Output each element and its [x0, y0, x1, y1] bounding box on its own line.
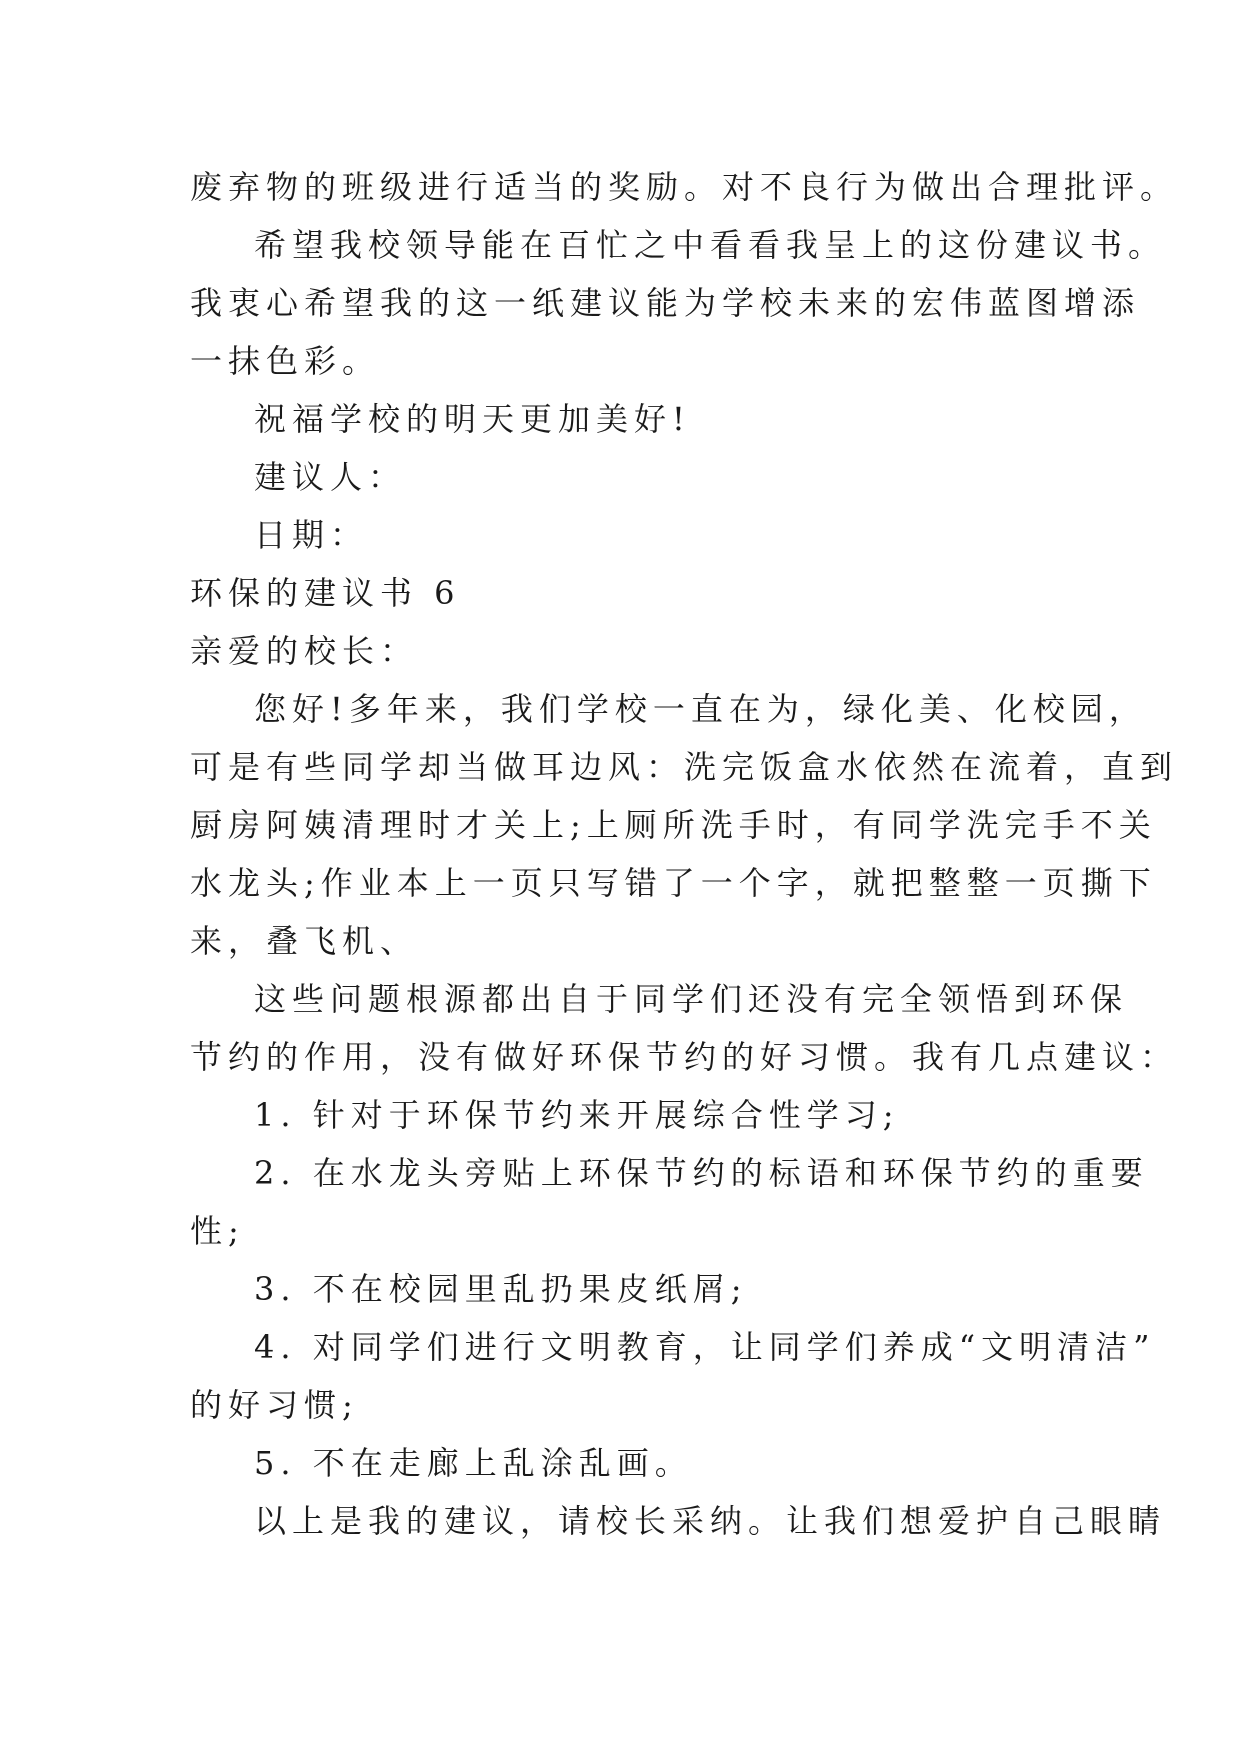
- text-line: 我衷心希望我的这一纸建议能为学校未来的宏伟蓝图增添: [190, 284, 1141, 322]
- text-line: 的好习惯;: [190, 1386, 359, 1424]
- text-line: 祝福学校的明天更加美好!: [254, 400, 691, 438]
- text-line: 水龙头;作业本上一页只写错了一个字，就把整整一页撕下: [190, 864, 1157, 902]
- document-body: [190, 158, 1179, 1550]
- salutation: 亲爱的校长：: [190, 632, 419, 670]
- signature-label: 建议人：: [254, 458, 407, 496]
- list-item: 4. 对同学们进行文明教育，让同学们养成“文明清洁”: [254, 1328, 1156, 1366]
- list-item: 1. 针对于环保节约来开展综合性学习;: [254, 1096, 900, 1134]
- text-line: 性;: [190, 1212, 245, 1250]
- date-label: 日期：: [254, 516, 369, 554]
- text-line: 厨房阿姨清理时才关上;上厕所洗手时，有同学洗完手不关: [190, 806, 1157, 844]
- text-line: 希望我校领导能在百忙之中看看我呈上的这份建议书。: [254, 226, 1167, 264]
- list-item: 5. 不在走廊上乱涂乱画。: [254, 1444, 693, 1482]
- text-line: 来，叠飞机、: [190, 922, 419, 960]
- text-line: 您好!多年来，我们学校一直在为，绿化美、化校园，: [254, 690, 1147, 728]
- text-line: 以上是我的建议，请校长采纳。让我们想爱护自己眼睛: [254, 1502, 1167, 1540]
- text-line: 废弃物的班级进行适当的奖励。对不良行为做出合理批评。: [190, 168, 1179, 206]
- list-item: 3. 不在校园里乱扔果皮纸屑;: [254, 1270, 748, 1308]
- text-line: 可是有些同学却当做耳边风：洗完饭盒水依然在流着，直到: [190, 748, 1179, 786]
- text-line: 节约的作用，没有做好环保节约的好习惯。我有几点建议：: [190, 1038, 1179, 1076]
- text-line: 这些问题根源都出自于同学们还没有完全领悟到环保: [254, 980, 1129, 1018]
- section-title: 环保的建议书 6: [190, 574, 461, 612]
- text-line: 一抹色彩。: [190, 342, 381, 380]
- list-item: 2. 在水龙头旁贴上环保节约的标语和环保节约的重要: [254, 1154, 1149, 1192]
